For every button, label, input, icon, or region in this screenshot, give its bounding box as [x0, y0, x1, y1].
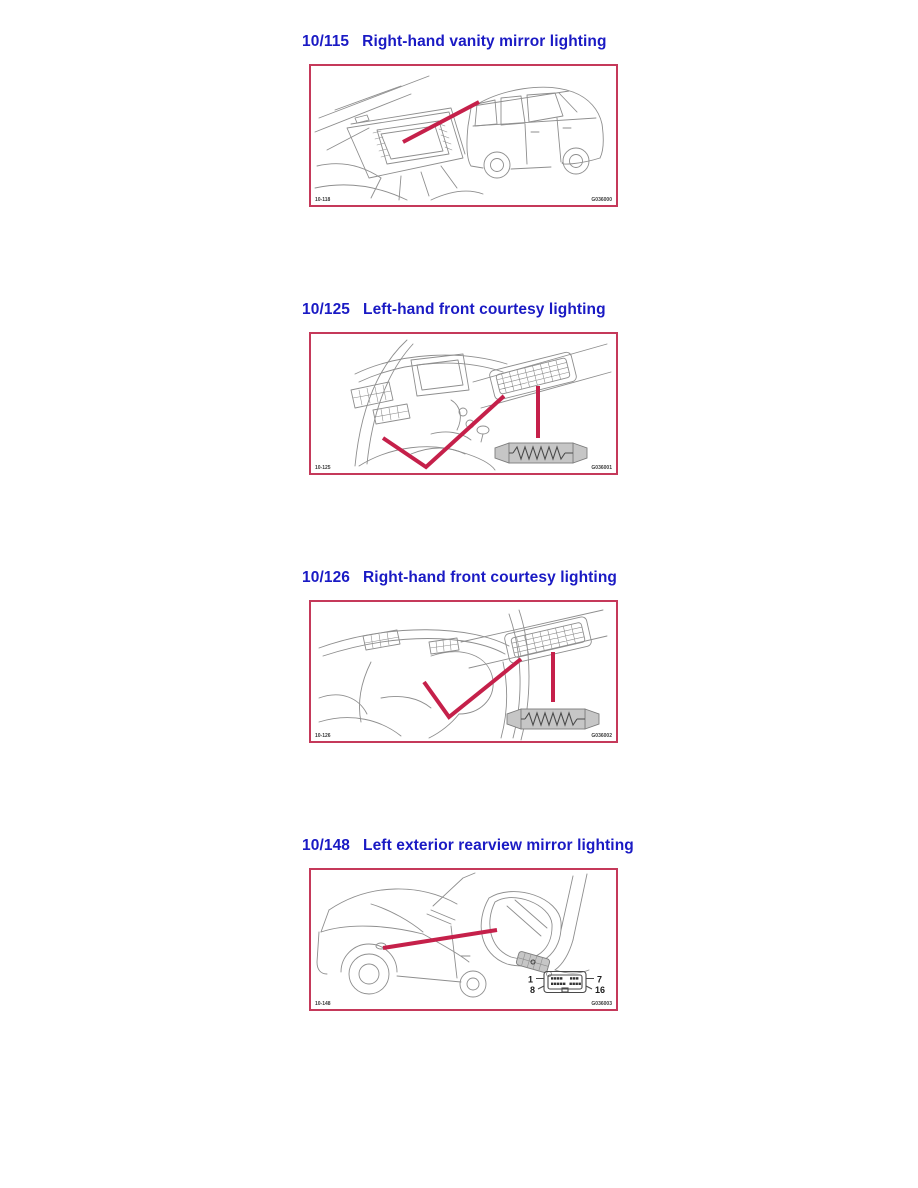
section-heading [302, 33, 607, 51]
component-title: Left-hand front courtesy lighting [363, 301, 606, 318]
figure-rh-courtesy [309, 600, 618, 743]
pin-label-8: 8 [529, 985, 535, 995]
component-ref: 10/126 [302, 569, 351, 586]
figure-label: 10-118 [315, 197, 331, 203]
pin-label-7: 7 [597, 974, 603, 985]
courtesy-lamp-lens [473, 344, 611, 408]
mirror-connector [528, 972, 605, 996]
pin-label-1: 1 [527, 974, 533, 985]
component-title: Right-hand vanity mirror lighting [362, 33, 607, 50]
section-heading [302, 569, 617, 587]
figure-vanity-mirror [309, 64, 618, 207]
figure-code: G036002 [591, 733, 612, 739]
dashboard-drawing [319, 610, 529, 740]
component-ref: 10/148 [302, 837, 351, 854]
pin-label-16: 16 [595, 985, 606, 995]
suv-side-view [467, 87, 603, 178]
festoon-bulb-icon [507, 709, 599, 729]
component-title: Right-hand front courtesy lighting [363, 569, 617, 586]
figure-code: G036001 [591, 465, 612, 471]
door-mirror-enlarged [481, 874, 589, 977]
figure-code: G036000 [591, 197, 612, 203]
figure-code: G036003 [591, 1001, 612, 1007]
red-pointer-line [383, 930, 497, 948]
festoon-bulb-icon [495, 443, 587, 463]
section-heading [302, 301, 606, 319]
rh-courtesy-illustration [311, 602, 616, 741]
component-title: Left exterior rearview mirror lighting [363, 837, 634, 854]
section-heading [302, 837, 634, 855]
figure-lh-courtesy [309, 332, 618, 475]
dashboard-drawing [351, 340, 507, 470]
lh-courtesy-illustration [311, 334, 616, 473]
figure-label: 10-125 [315, 465, 331, 471]
sun-visor-drawing [315, 76, 483, 200]
vanity-mirror-illustration [311, 66, 616, 205]
figure-label: 10-126 [315, 733, 331, 739]
courtesy-lamp-lens [461, 610, 607, 668]
figure-label: 10-148 [315, 1001, 331, 1007]
exterior-mirror-illustration [311, 870, 616, 1009]
component-ref: 10/125 [302, 301, 351, 318]
component-ref: 10/115 [302, 33, 350, 50]
figure-exterior-mirror [309, 868, 618, 1011]
